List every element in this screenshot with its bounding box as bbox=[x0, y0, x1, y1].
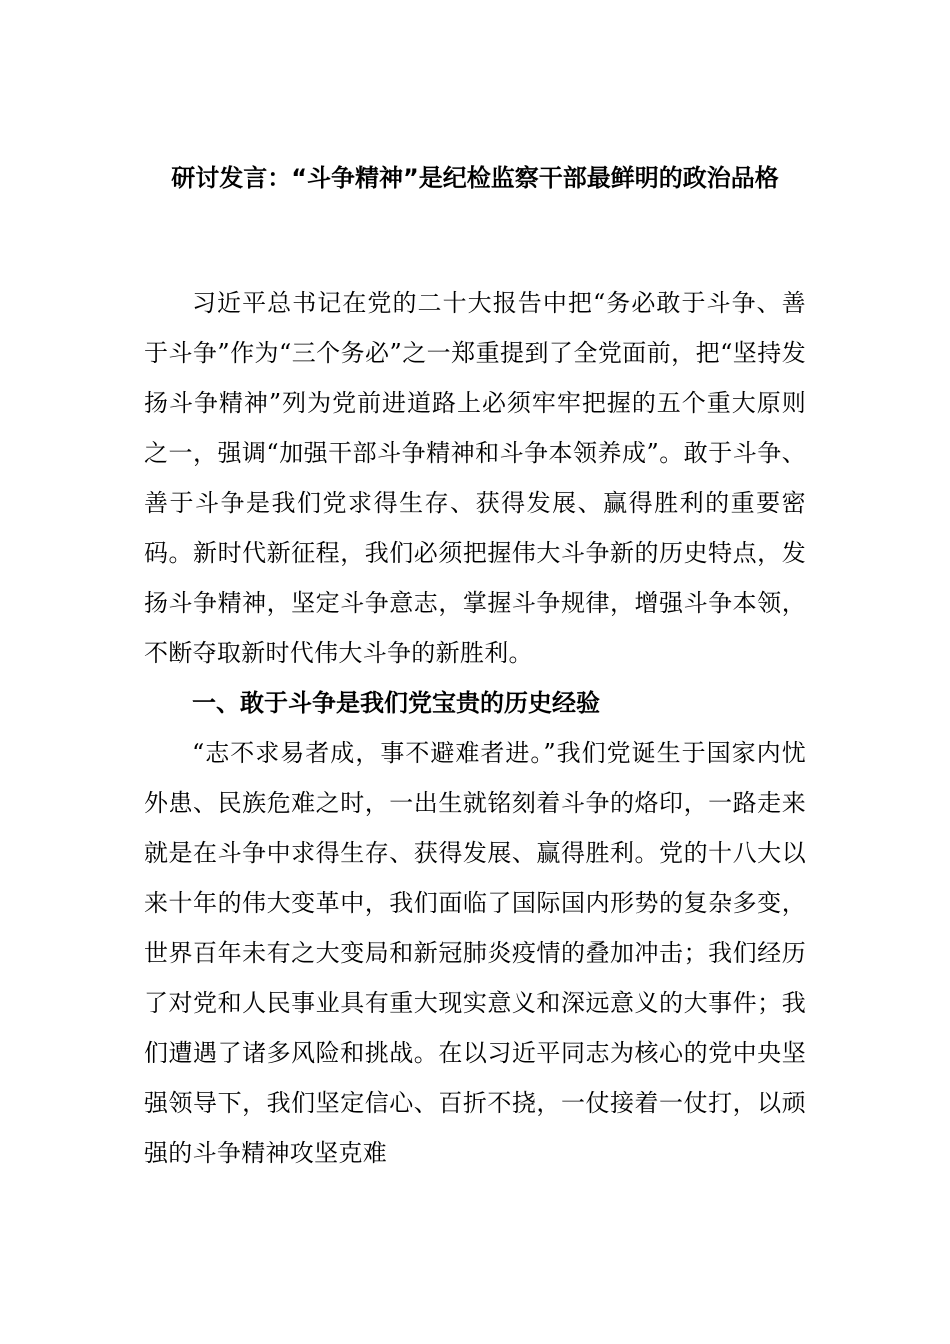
section-1-paragraph: “志不求易者成，事不避难者进。”我们党诞生于国家内忧外患、民族危难之时，一出生就铭刻着斗争的烙印，一路走来就是在斗争中求得生存、获得发展、赢得胜利。党的十八大以来十年的伟大变革中，我们面临了国际国内形势的复杂多变，世界百年未有之大变局和新冠肺炎疫情的叠加冲击；我们经历了对党和人民事业具有重大现实意义和深远意义的大事件；我们遭遇了诸多风险和挑战。在以习近平同志为核心的党中央坚强领导下，我们坚定信心、百折不挠，一仗接着一仗打，以顽强的斗争精神攻坚克难 bbox=[144, 739, 806, 1167]
intro-paragraph: 习近平总书记在党的二十大报告中把“务必敢于斗争、善于斗争”作为“三个务必”之一郑重提到了全党面前，把“坚持发扬斗争精神”列为党前进道路上必须牢牢把握的五个重大原则之一，强调“加强干部斗争精神和斗争本领养成”。敢于斗争、善于斗争是我们党求得生存、获得发展、赢得胜利的重要密码。新时代新征程，我们必须把握伟大斗争新的历史特点，发扬斗争精神，坚定斗争意志，掌握斗争规律，增强斗争本领，不断夺取新时代伟大斗争的新胜利。 bbox=[144, 289, 806, 667]
section-heading-1: 一、敢于斗争是我们党宝贵的历史经验 bbox=[192, 689, 600, 717]
document-body bbox=[144, 278, 806, 1178]
document-title: 研讨发言：“斗争精神”是纪检监察干部最鲜明的政治品格 bbox=[171, 164, 779, 192]
